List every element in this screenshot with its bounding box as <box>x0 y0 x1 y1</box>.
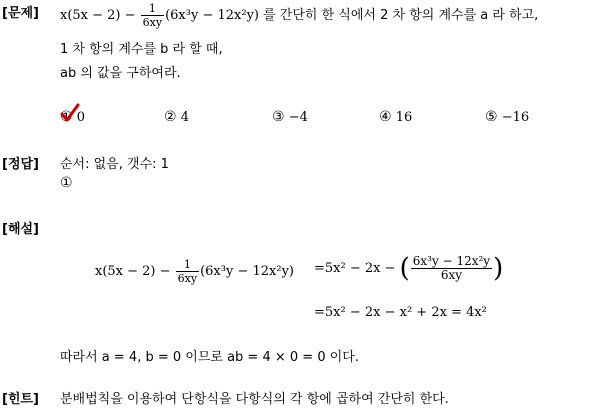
choice-4[interactable] <box>379 109 412 125</box>
right-paren: ) <box>493 253 504 284</box>
explanation-lhs-paren: (6x³y − 12x²y) <box>200 264 294 279</box>
answer-line-2: ① <box>60 175 73 191</box>
choice-3-value: −4 <box>288 110 308 125</box>
choice-1-marker: ① <box>60 109 73 125</box>
explanation-lhs-den: 6xy <box>177 272 198 285</box>
choice-2-marker: ② <box>164 109 177 125</box>
problem-expr-left: x(5x − 2) − <box>60 8 140 23</box>
answer-line-1: 순서: 없음, 갯수: 1 <box>60 157 169 172</box>
explanation-lhs-num: 1 <box>183 258 191 271</box>
choice-4-marker: ④ <box>379 109 392 125</box>
choice-5-marker: ⑤ <box>485 109 498 125</box>
choice-2-value: 4 <box>180 110 189 125</box>
choice-1-value: 0 <box>76 110 85 125</box>
problem-frac-den: 6xy <box>142 16 163 29</box>
left-paren: ( <box>399 253 410 284</box>
choice-3-marker: ③ <box>272 109 285 125</box>
problem-line-3: ab 의 값을 구하여라. <box>60 66 181 81</box>
problem-line-2: 1 차 항의 계수를 b 라 할 때, <box>60 42 223 57</box>
choice-2[interactable] <box>164 109 189 125</box>
problem-fraction <box>141 2 164 29</box>
explanation-eq-1 <box>314 255 503 282</box>
checkmark-icon <box>60 103 80 123</box>
hint-text: 분배법칙을 이용하여 단항식을 다항식의 각 항에 곱하여 간단히 한다. <box>60 392 449 407</box>
explanation-lhs-fraction <box>176 258 199 285</box>
choice-4-value: 16 <box>395 110 413 125</box>
explanation-lhs <box>95 258 294 285</box>
explanation-eq-1-left: =5x² − 2x − <box>314 261 400 276</box>
explanation-conclusion: 따라서 a = 4, b = 0 이므로 ab = 4 × 0 = 0 이다. <box>60 350 359 365</box>
problem-frac-num: 1 <box>148 2 156 15</box>
problem-expr-paren: (6x³y − 12x²y) <box>165 8 259 23</box>
choice-3[interactable] <box>272 109 308 125</box>
choice-5[interactable] <box>485 109 529 125</box>
explanation-eq-2: =5x² − 2x − x² + 2x = 4x² <box>314 305 487 320</box>
explanation-lhs-left: x(5x − 2) − <box>95 264 175 279</box>
answer-label: [정답] <box>2 157 39 172</box>
explanation-label: [해설] <box>2 222 39 237</box>
problem-label: [문제] <box>2 6 39 21</box>
choice-5-value: −16 <box>501 110 530 125</box>
hint-label: [힌트] <box>2 392 39 407</box>
explanation-eq-1-fraction <box>411 255 492 282</box>
problem-line-1 <box>60 2 538 29</box>
explanation-eq-1-den: 6xy <box>411 268 492 282</box>
problem-line-1-tail: 를 간단히 한 식에서 2 차 항의 계수를 a 라 하고, <box>258 8 539 23</box>
explanation-eq-1-num: 6x³y − 12x²y <box>412 254 491 268</box>
